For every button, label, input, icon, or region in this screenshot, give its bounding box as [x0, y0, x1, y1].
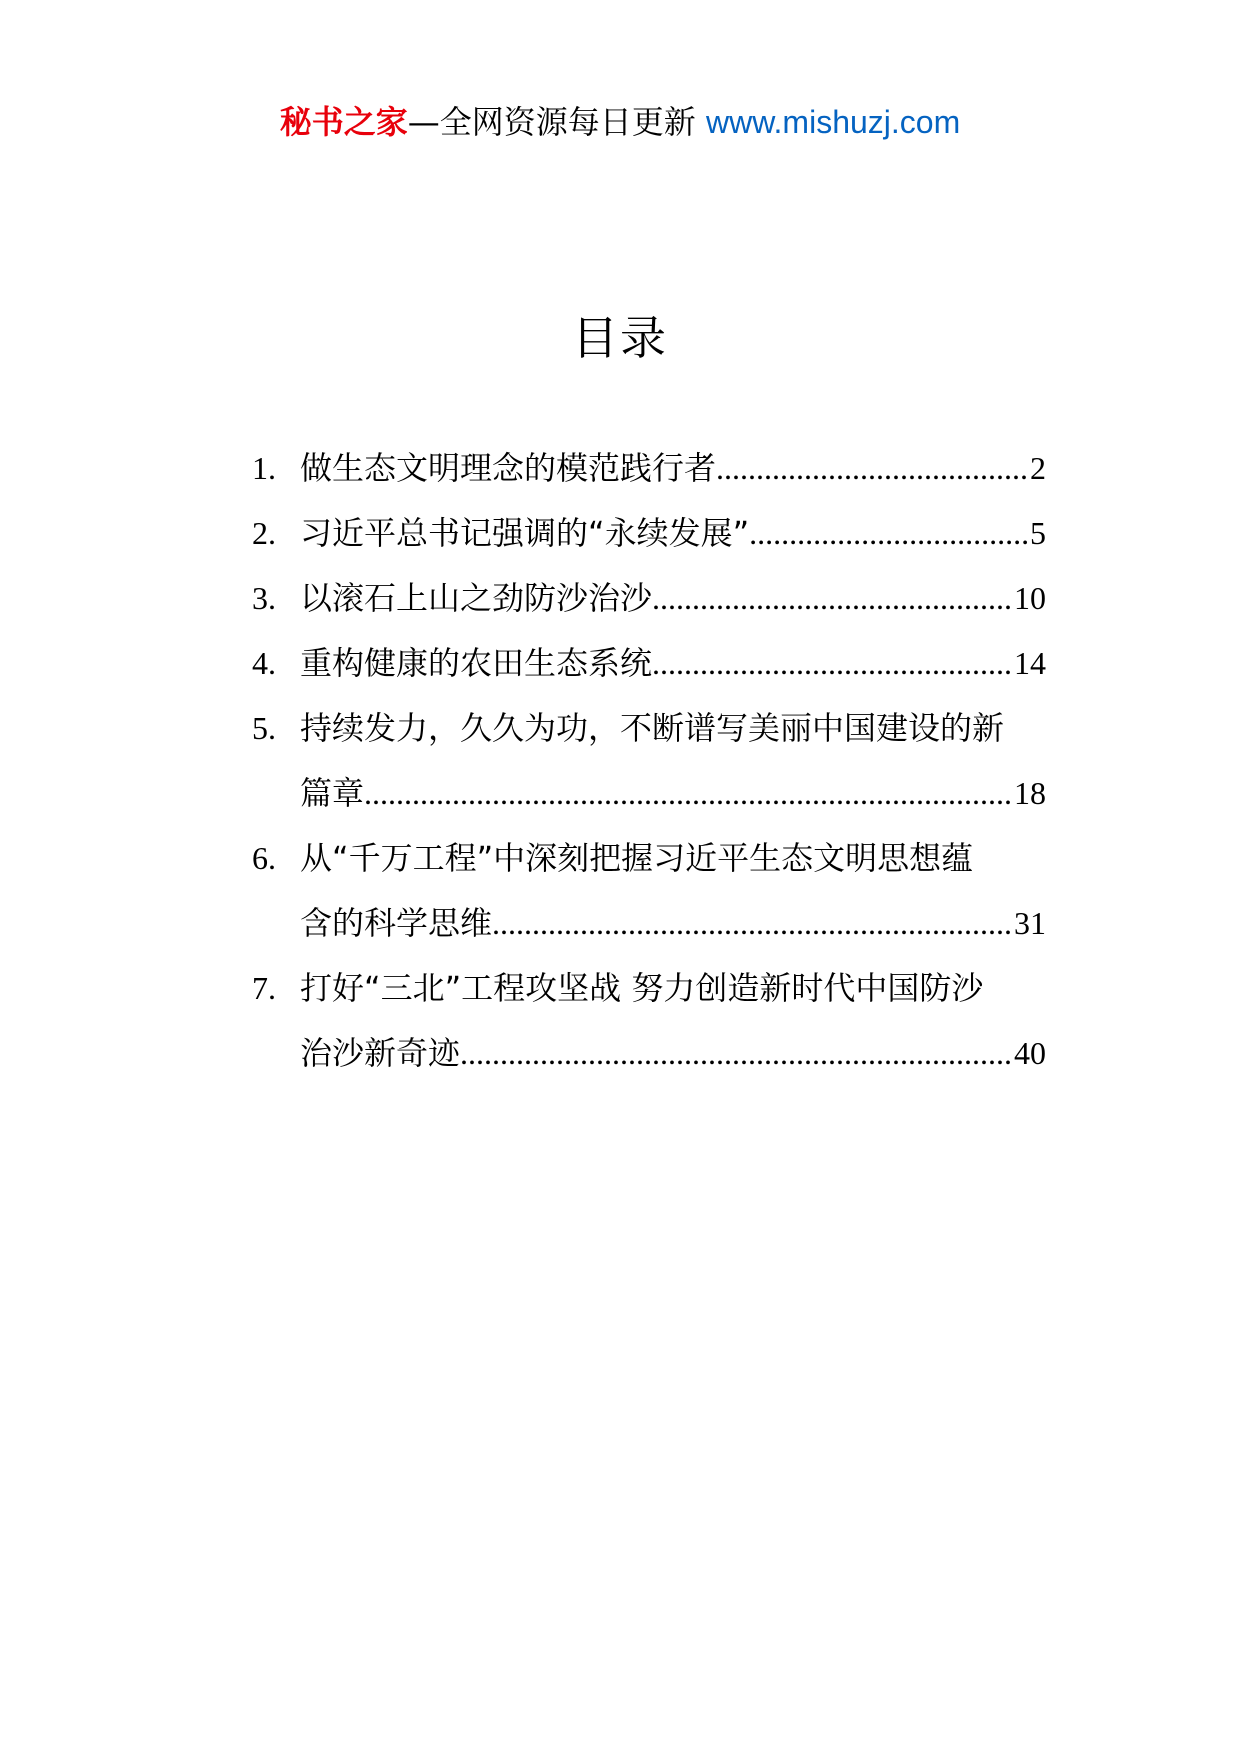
toc-entry-title: 习近平总书记强调的“永续发展”	[300, 514, 750, 552]
toc-entry-number: 4.	[252, 645, 276, 681]
toc-entry-title-line1: 打好“三北”工程攻坚战 努力创造新时代中国防沙	[300, 969, 984, 1007]
brand-name: 秘书之家	[279, 103, 408, 141]
toc-entry-7[interactable]	[252, 956, 1046, 1086]
toc-entry-title-line1: 从“千万工程”中深刻把握习近平生态文明思想蕴	[300, 839, 974, 877]
toc-entry-4[interactable]	[252, 631, 1046, 696]
toc-entry-1[interactable]	[252, 436, 1046, 501]
toc-entry-title: 以滚石上山之劲防沙治沙	[300, 579, 653, 617]
header-tagline: —全网资源每日更新	[407, 103, 696, 141]
toc-dot-leader	[652, 566, 1014, 631]
toc-entry-number: 1.	[252, 450, 276, 486]
table-of-contents	[252, 436, 1046, 1086]
toc-entry-page: 40	[1014, 1035, 1046, 1071]
toc-entry-number: 3.	[252, 580, 276, 616]
toc-entry-title-line2: 含的科学思维	[300, 904, 493, 942]
page-header	[0, 100, 1240, 144]
toc-dot-leader	[460, 1021, 1014, 1086]
toc-dot-leader	[749, 501, 1030, 566]
toc-title: 目录	[572, 311, 668, 365]
toc-entry-title-line2: 治沙新奇迹	[300, 1034, 461, 1072]
toc-entry-5[interactable]	[252, 696, 1046, 826]
toc-entry-title: 重构健康的农田生态系统	[300, 644, 653, 682]
toc-dot-leader	[492, 891, 1014, 956]
toc-entry-number: 5.	[252, 710, 276, 746]
toc-entry-number: 6.	[252, 840, 276, 876]
toc-entry-number: 2.	[252, 515, 276, 551]
toc-entry-page: 14	[1014, 645, 1046, 681]
toc-entry-title-line1: 持续发力，久久为功，不断谱写美丽中国建设的新	[300, 709, 1005, 747]
toc-entry-6[interactable]	[252, 826, 1046, 956]
header-url-link[interactable]: www.mishuzj.com	[705, 104, 961, 140]
toc-entry-page: 2	[1030, 450, 1046, 486]
toc-entry-page: 5	[1030, 515, 1046, 551]
toc-dot-leader	[364, 761, 1014, 826]
toc-entry-title-line2: 篇章	[300, 774, 365, 812]
toc-entry-3[interactable]	[252, 566, 1046, 631]
toc-entry-title: 做生态文明理念的模范践行者	[300, 449, 717, 487]
toc-entry-page: 10	[1014, 580, 1046, 616]
toc-dot-leader	[716, 436, 1030, 501]
toc-entry-number: 7.	[252, 970, 276, 1006]
toc-entry-page: 31	[1014, 905, 1046, 941]
toc-entry-page: 18	[1014, 775, 1046, 811]
toc-dot-leader	[652, 631, 1014, 696]
toc-entry-2[interactable]	[252, 501, 1046, 566]
